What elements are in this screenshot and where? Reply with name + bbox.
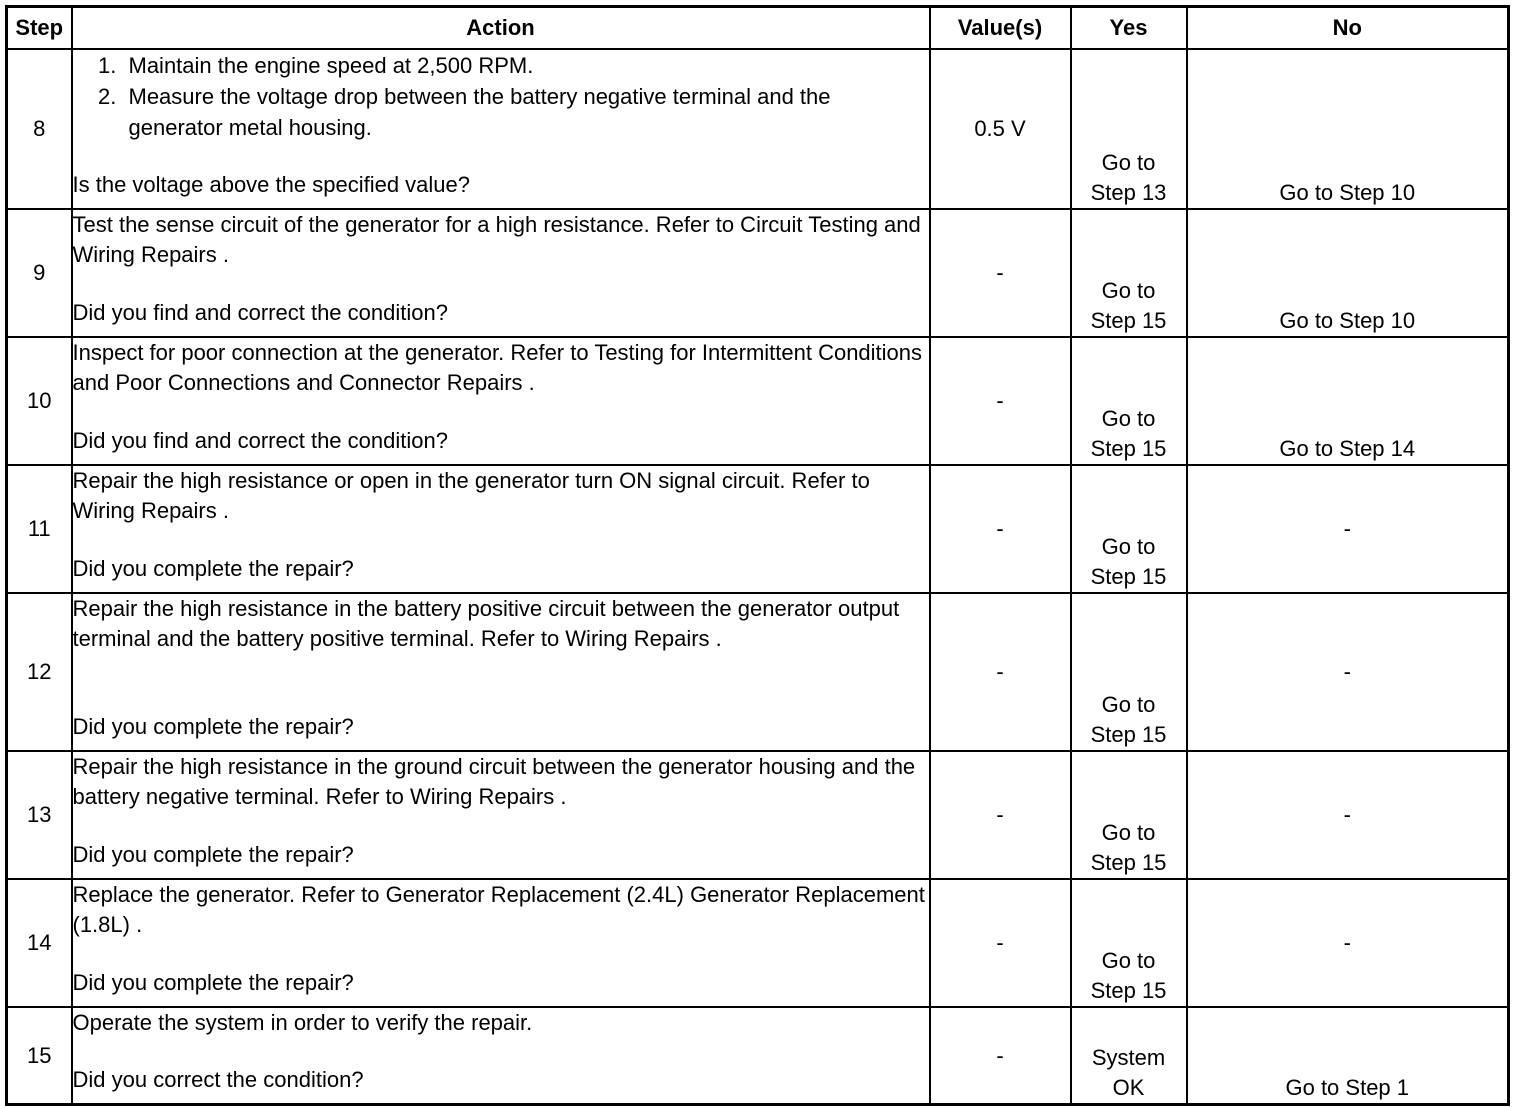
yes-cell — [1071, 337, 1187, 465]
no-cell: - — [1187, 879, 1509, 1007]
action-question: Did you correct the condition? — [72, 1067, 364, 1092]
yes-cell — [1071, 751, 1187, 879]
value-cell: - — [930, 751, 1071, 879]
action-text: Replace the generator. Refer to Generator Replacement (2.4L) Generator Replacement (1.8L) . — [72, 882, 925, 937]
table-row — [7, 879, 1509, 1007]
step-number: 8 — [7, 49, 72, 209]
yes-line: Go to — [1101, 278, 1156, 303]
yes-line: Go to — [1101, 534, 1156, 559]
no-cell: Go to Step 14 — [1187, 337, 1509, 465]
yes-cell — [1071, 49, 1187, 209]
yes-cell — [1071, 465, 1187, 593]
no-cell: - — [1187, 593, 1509, 751]
action-question: Is the voltage above the specified value? — [72, 172, 470, 197]
table-row — [7, 593, 1509, 751]
yes-line: Go to — [1101, 820, 1156, 845]
action-question: Did you complete the repair? — [72, 970, 354, 995]
yes-line: Step 15 — [1090, 564, 1167, 589]
action-question: Did you complete the repair? — [72, 714, 354, 739]
header-action: Action — [72, 7, 930, 50]
instruction-list — [73, 50, 929, 143]
yes-line: System — [1091, 1045, 1166, 1070]
table-row — [7, 1007, 1509, 1105]
action-cell — [72, 465, 930, 593]
step-number: 10 — [7, 337, 72, 465]
action-question: Did you complete the repair? — [72, 556, 354, 581]
yes-cell — [1071, 879, 1187, 1007]
header-row — [7, 7, 1509, 50]
yes-line: Step 15 — [1090, 722, 1167, 747]
diagnostic-table — [5, 5, 1510, 1106]
action-text: Repair the high resistance in the ground circuit between the generator housing and the battery negative terminal. Refer to Wiring Repairs . — [72, 754, 916, 809]
action-cell — [72, 49, 930, 209]
action-text: Test the sense circuit of the generator for a high resistance. Refer to Circuit Testing and Wiring Repairs . — [72, 212, 921, 267]
yes-line: OK — [1112, 1075, 1145, 1100]
step-number: 15 — [7, 1007, 72, 1105]
no-cell: Go to Step 10 — [1187, 209, 1509, 337]
header-yes: Yes — [1071, 7, 1187, 50]
action-cell — [72, 879, 930, 1007]
table-row — [7, 209, 1509, 337]
action-cell — [72, 751, 930, 879]
step-number: 13 — [7, 751, 72, 879]
yes-line: Go to — [1101, 692, 1156, 717]
table-row — [7, 49, 1509, 209]
no-cell: Go to Step 10 — [1187, 49, 1509, 209]
table-row — [7, 337, 1509, 465]
instruction-item: 1. Maintain the engine speed at 2,500 RPM. — [123, 50, 929, 81]
value-cell: - — [930, 337, 1071, 465]
action-question: Did you find and correct the condition? — [72, 428, 448, 453]
yes-line: Step 15 — [1090, 436, 1167, 461]
action-cell — [72, 337, 930, 465]
step-number: 14 — [7, 879, 72, 1007]
yes-cell — [1071, 593, 1187, 751]
table-row — [7, 465, 1509, 593]
no-cell: - — [1187, 465, 1509, 593]
action-question: Did you complete the repair? — [72, 842, 354, 867]
yes-cell — [1071, 209, 1187, 337]
yes-line: Step 15 — [1090, 308, 1167, 333]
value-cell: - — [930, 879, 1071, 1007]
yes-line: Step 13 — [1090, 180, 1167, 205]
step-number: 11 — [7, 465, 72, 593]
no-cell: Go to Step 1 — [1187, 1007, 1509, 1105]
header-values: Value(s) — [930, 7, 1071, 50]
action-cell — [72, 593, 930, 751]
no-cell: - — [1187, 751, 1509, 879]
action-cell — [72, 209, 930, 337]
table-row — [7, 751, 1509, 879]
yes-line: Go to — [1101, 150, 1156, 175]
action-text: Inspect for poor connection at the generator. Refer to Testing for Intermittent Conditions and Poor Connections and Connector Repairs . — [72, 340, 923, 395]
value-cell: - — [930, 1007, 1071, 1105]
yes-line: Go to — [1101, 948, 1156, 973]
action-cell — [72, 1007, 930, 1105]
yes-line: Step 15 — [1090, 850, 1167, 875]
yes-line: Go to — [1101, 406, 1156, 431]
action-text: Operate the system in order to verify the repair. — [72, 1010, 533, 1035]
instruction-item: 2. Measure the voltage drop between the battery negative terminal and the generator metal housing. — [123, 81, 929, 143]
value-cell: 0.5 V — [930, 49, 1071, 209]
header-step: Step — [7, 7, 72, 50]
step-number: 12 — [7, 593, 72, 751]
step-number: 9 — [7, 209, 72, 337]
yes-line: Step 15 — [1090, 978, 1167, 1003]
value-cell: - — [930, 209, 1071, 337]
value-cell: - — [930, 593, 1071, 751]
action-text: Repair the high resistance or open in the generator turn ON signal circuit. Refer to Wiring Repairs . — [72, 468, 870, 523]
header-no: No — [1187, 7, 1509, 50]
yes-cell — [1071, 1007, 1187, 1105]
value-cell: - — [930, 465, 1071, 593]
action-text: Repair the high resistance in the battery positive circuit between the generator output terminal and the battery positive terminal. Refer to Wiring Repairs . — [72, 596, 900, 651]
action-question: Did you find and correct the condition? — [72, 300, 448, 325]
